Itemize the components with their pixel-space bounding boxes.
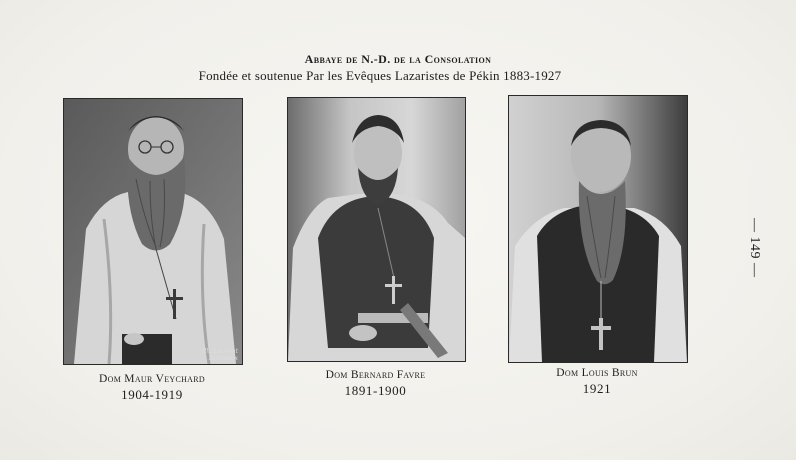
page-header-title: Abbaye de N.-D. de la Consolation [304,52,492,66]
page-header-subtitle: Fondée et soutenue Par les Evêques Lazaristes de Pékin 1883-1927 [198,68,562,83]
portrait-photo-veychard [63,98,243,365]
portrait-favre-image [288,98,465,361]
caption-years-favre: 1891-1900 [344,383,407,398]
caption-years-brun: 1921 [582,381,612,396]
portrait-photo-brun [508,95,688,363]
portrait-veychard-image [64,99,242,364]
caption-name-veychard: Dom Maur Veychard [99,373,205,385]
portrait-brun-image [509,96,687,362]
caption-name-brun: Dom Louis Brun [556,367,638,379]
portrait-photo-favre [287,97,466,362]
caption-name-favre: Dom Bernard Favre [325,369,426,381]
caption-years-veychard: 1904-1919 [121,387,183,402]
photographer-signature: Ph. Laurent Bordeaux [202,348,238,362]
page-number: — 149 — [747,218,762,278]
